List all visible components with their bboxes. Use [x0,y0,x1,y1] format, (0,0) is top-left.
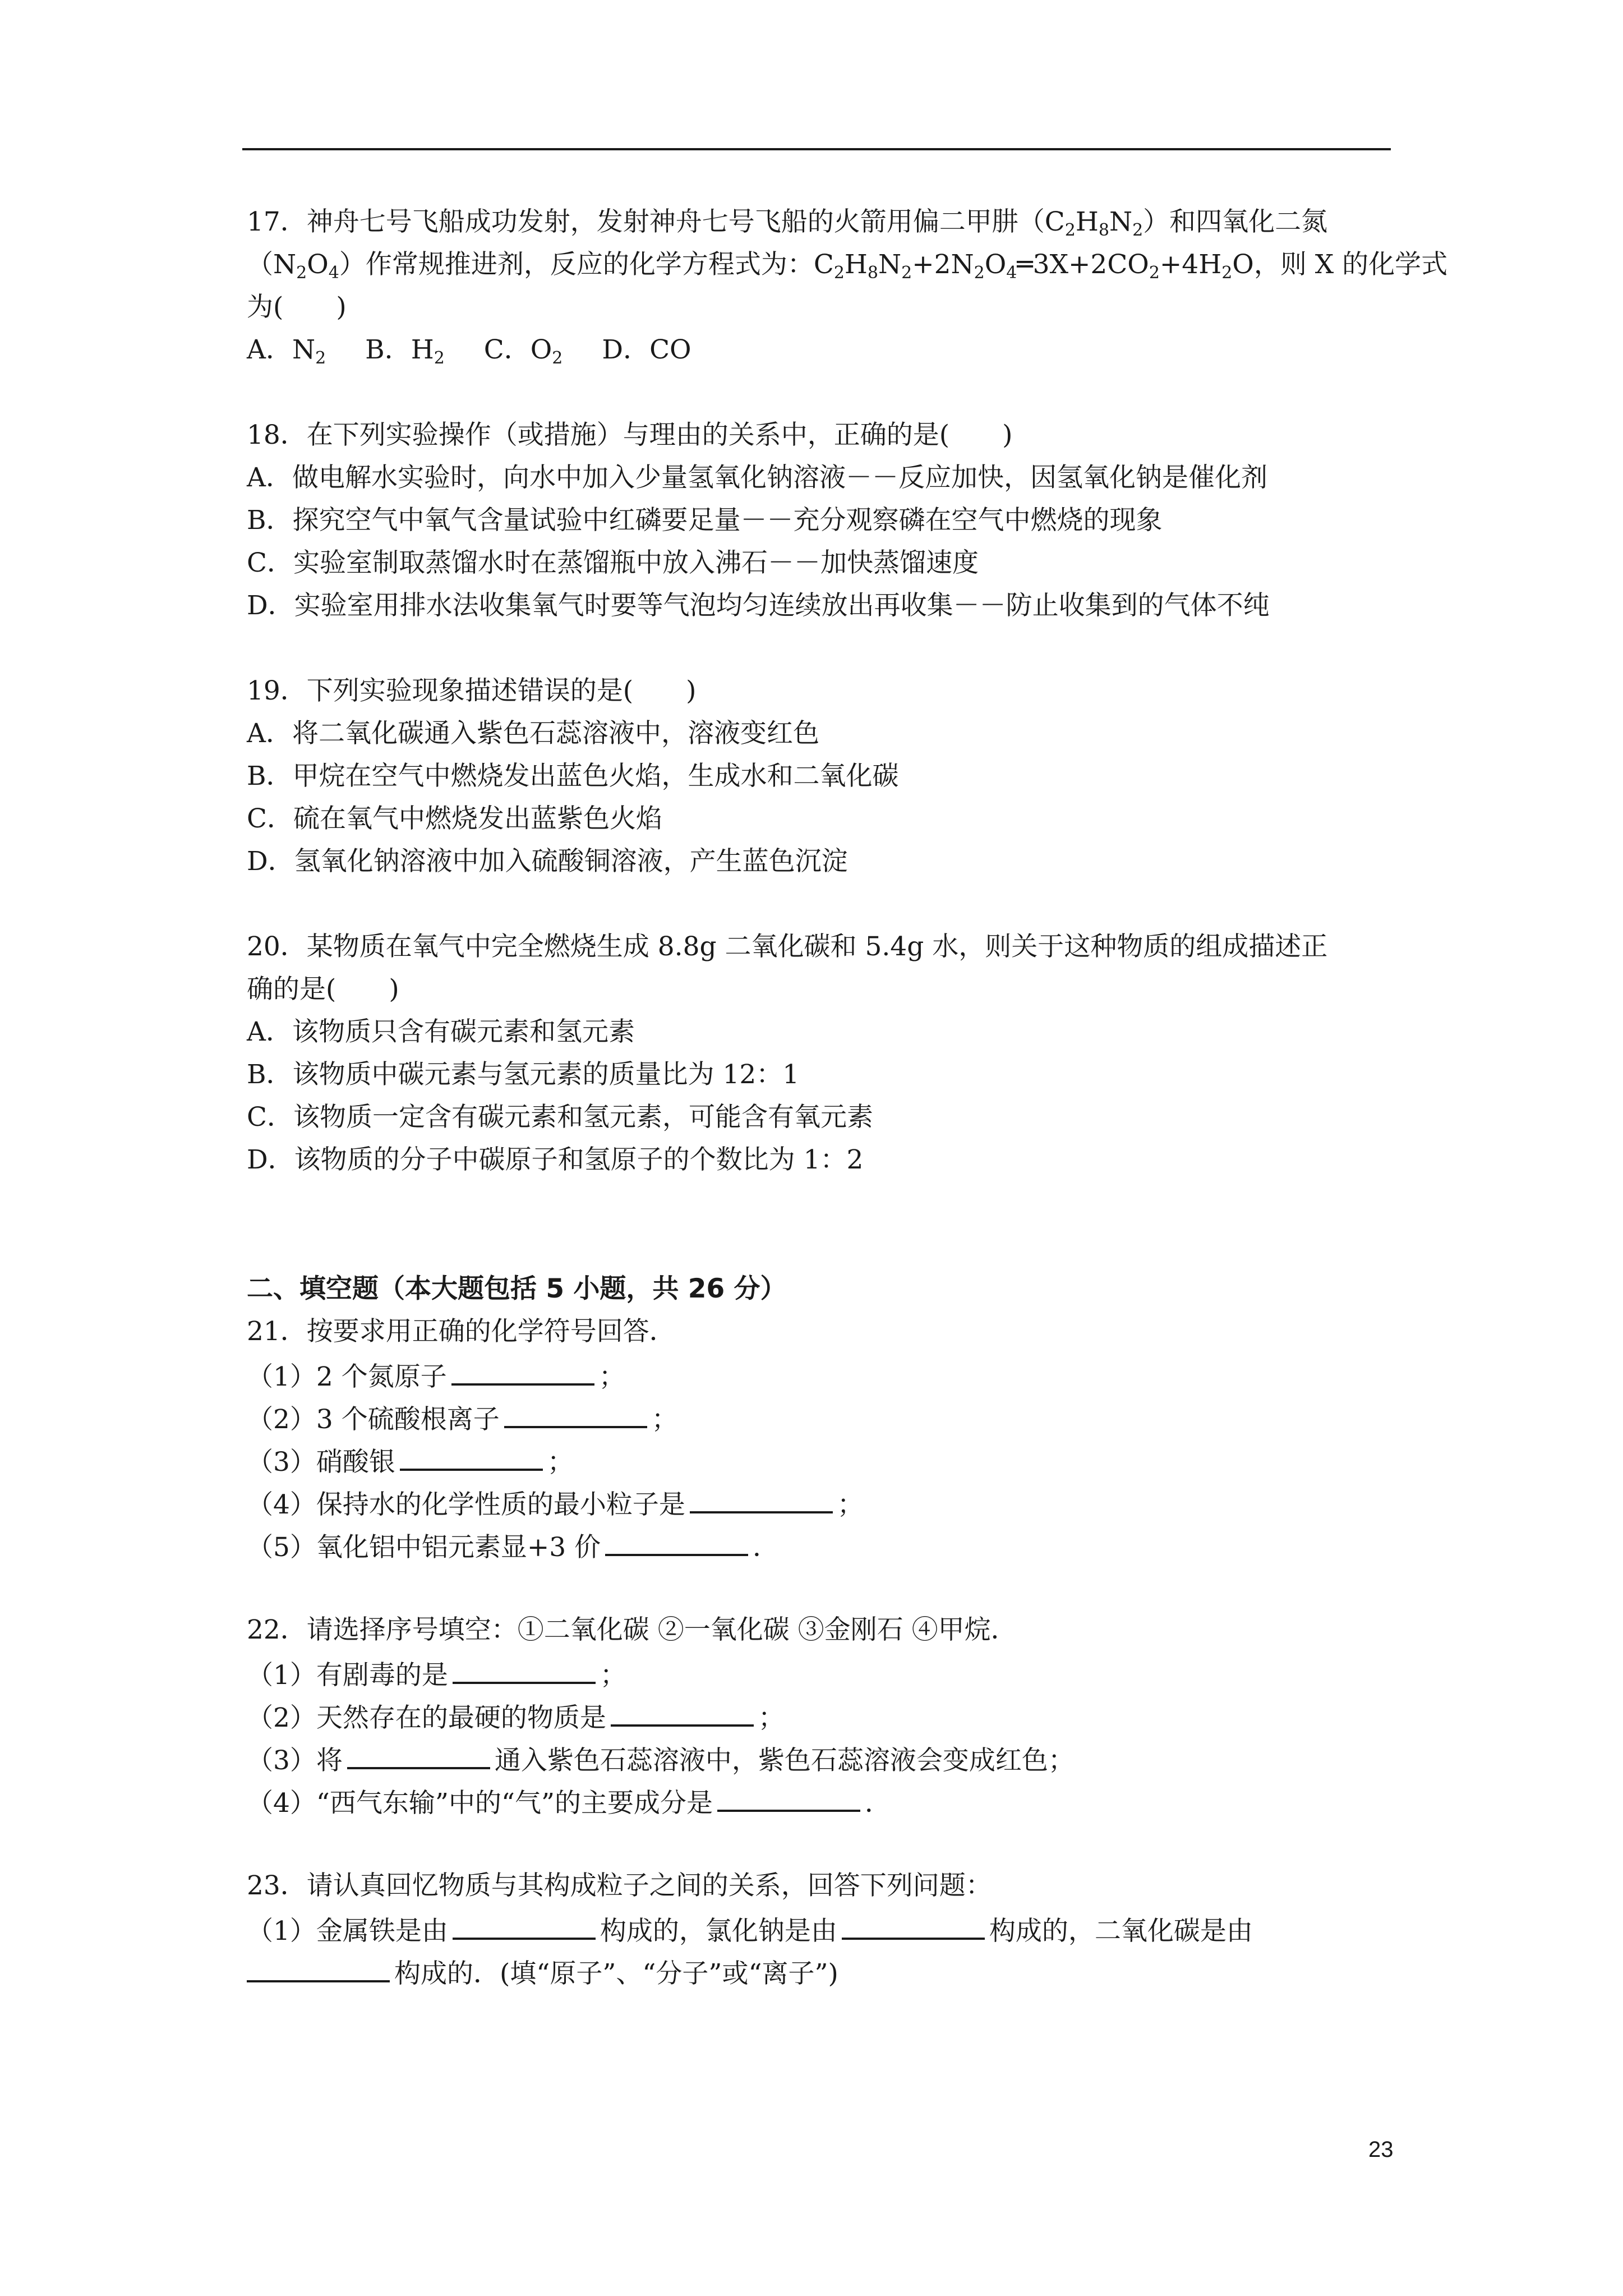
q19-stem: 19．下列实验现象描述错误的是( ) [247,675,697,706]
q22-item-4: （4）“西气东输”中的“气”的主要成分是 ． [247,1784,891,1820]
q21-item-1: （1）2 个氮原子 ； [247,1358,625,1394]
q17-option-a: A．$N_2$ [247,334,326,368]
answer-blank[interactable] [611,1699,754,1727]
q21-item-4: （4）保持水的化学性质的最小粒子是 ； [247,1485,864,1522]
q20-option-c: C．该物质一定含有碳元素和氢元素，可能含有氧元素 [247,1102,873,1133]
q19-option-c: C．硫在氧气中燃烧发出蓝紫色火焰 [247,803,662,834]
q17-stem-line-1: 17．神舟七号飞船成功发射，发射神舟七号飞船的火箭用偏二甲肼$(C_2H_8N_2)$和四氧化二氮 [247,206,1328,240]
answer-blank[interactable] [690,1485,833,1513]
q20-option-d: D．该物质的分子中碳原子和氢原子的个数比为 1：2 [247,1144,864,1175]
q19-option-a: A．将二氧化碳通入紫色石蕊溶液中，溶液变红色 [247,718,819,749]
q17-stem-line-3: 为( ) [247,292,347,323]
q20-stem-line-1: 20．某物质在氧气中完全燃烧生成 8.8g 二氧化碳和 5.4g 水，则关于这种物质的组成描述正 [247,931,1328,962]
answer-blank[interactable] [400,1443,543,1471]
q23-stem: 23．请认真回忆物质与其构成粒子之间的关系，回答下列问题： [247,1870,992,1901]
answer-blank[interactable] [453,1912,596,1940]
q22-item-1: （1）有剧毒的是 ； [247,1656,626,1692]
q20-option-b: B．该物质中碳元素与氢元素的质量比为 12：1 [247,1059,800,1090]
q23-item-1: （1）金属铁是由 构成的，氯化钠是由 构成的，二氧化碳是由 [247,1912,1253,1948]
answer-blank[interactable] [842,1912,985,1940]
q18-option-c: C．实验室制取蒸馏水时在蒸馏瓶中放入沸石－－加快蒸馏速度 [247,547,979,578]
page-number: 23 [1368,2137,1394,2162]
q20-option-a: A．该物质只含有碳元素和氢元素 [247,1016,635,1047]
section-heading: 二、填空题（本大题包括 5 小题，共 26 分） [247,1273,787,1304]
q18-option-d: D．实验室用排水法收集氧气时要等气泡均匀连续放出再收集－－防止收集到的气体不纯 [247,590,1270,621]
q22-item-3: （3）将 通入紫色石蕊溶液中，紫色石蕊溶液会变成红色； [247,1741,1075,1778]
answer-blank[interactable] [451,1358,594,1386]
q18-option-a: A．做电解水实验时，向水中加入少量氢氧化钠溶液－－反应加快，因氢氧化钠是催化剂 [247,462,1267,493]
q19-option-d: D．氢氧化钠溶液中加入硫酸铜溶液，产生蓝色沉淀 [247,846,848,877]
q21-item-5: （5）氧化铝中铝元素显+3 价 ． [247,1528,779,1565]
q20-stem-line-2: 确的是( ) [247,974,399,1005]
q18-stem: 18．在下列实验操作（或措施）与理由的关系中，正确的是( ) [247,420,1013,450]
answer-blank[interactable] [504,1400,647,1428]
q21-item-2: （2）3 个硫酸根离子 ； [247,1400,678,1437]
q22-item-2: （2）天然存在的最硬的物质是 ； [247,1699,785,1735]
header-rule [242,148,1391,150]
q18-option-b: B．探究空气中氧气含量试验中红磷要足量－－充分观察磷在空气中燃烧的现象 [247,505,1163,536]
q17-options [247,333,691,367]
answer-blank[interactable] [347,1741,490,1769]
q21-item-3: （3）硝酸银 ； [247,1443,574,1479]
q17-option-c: C．$O_2$ [483,334,563,368]
q21-stem: 21．按要求用正确的化学符号回答． [247,1316,676,1347]
answer-blank[interactable] [717,1784,860,1812]
answer-blank[interactable] [247,1954,390,1982]
answer-blank[interactable] [453,1656,596,1684]
q22-stem: 22．请选择序号填空：①二氧化碳 ②一氧化碳 ③金刚石 ④甲烷． [247,1614,1017,1645]
q17-stem-line-2: $(N_2O_4)$作常规推进剂，反应的化学方程式为：$C_2H_8N_2+2N_2O_4═3X+2CO_2+4H_2O$，则 X 的化学式 [247,249,1448,283]
q23-item-1-continued: 构成的．(填“原子”、“分子”或“离子”) [247,1954,838,1991]
q19-option-b: B．甲烷在空气中燃烧发出蓝色火焰，生成水和二氧化碳 [247,761,899,792]
q17-option-b: B．$H_2$ [365,334,445,368]
q17-option-d: D．CO [602,334,691,365]
answer-blank[interactable] [605,1528,748,1556]
